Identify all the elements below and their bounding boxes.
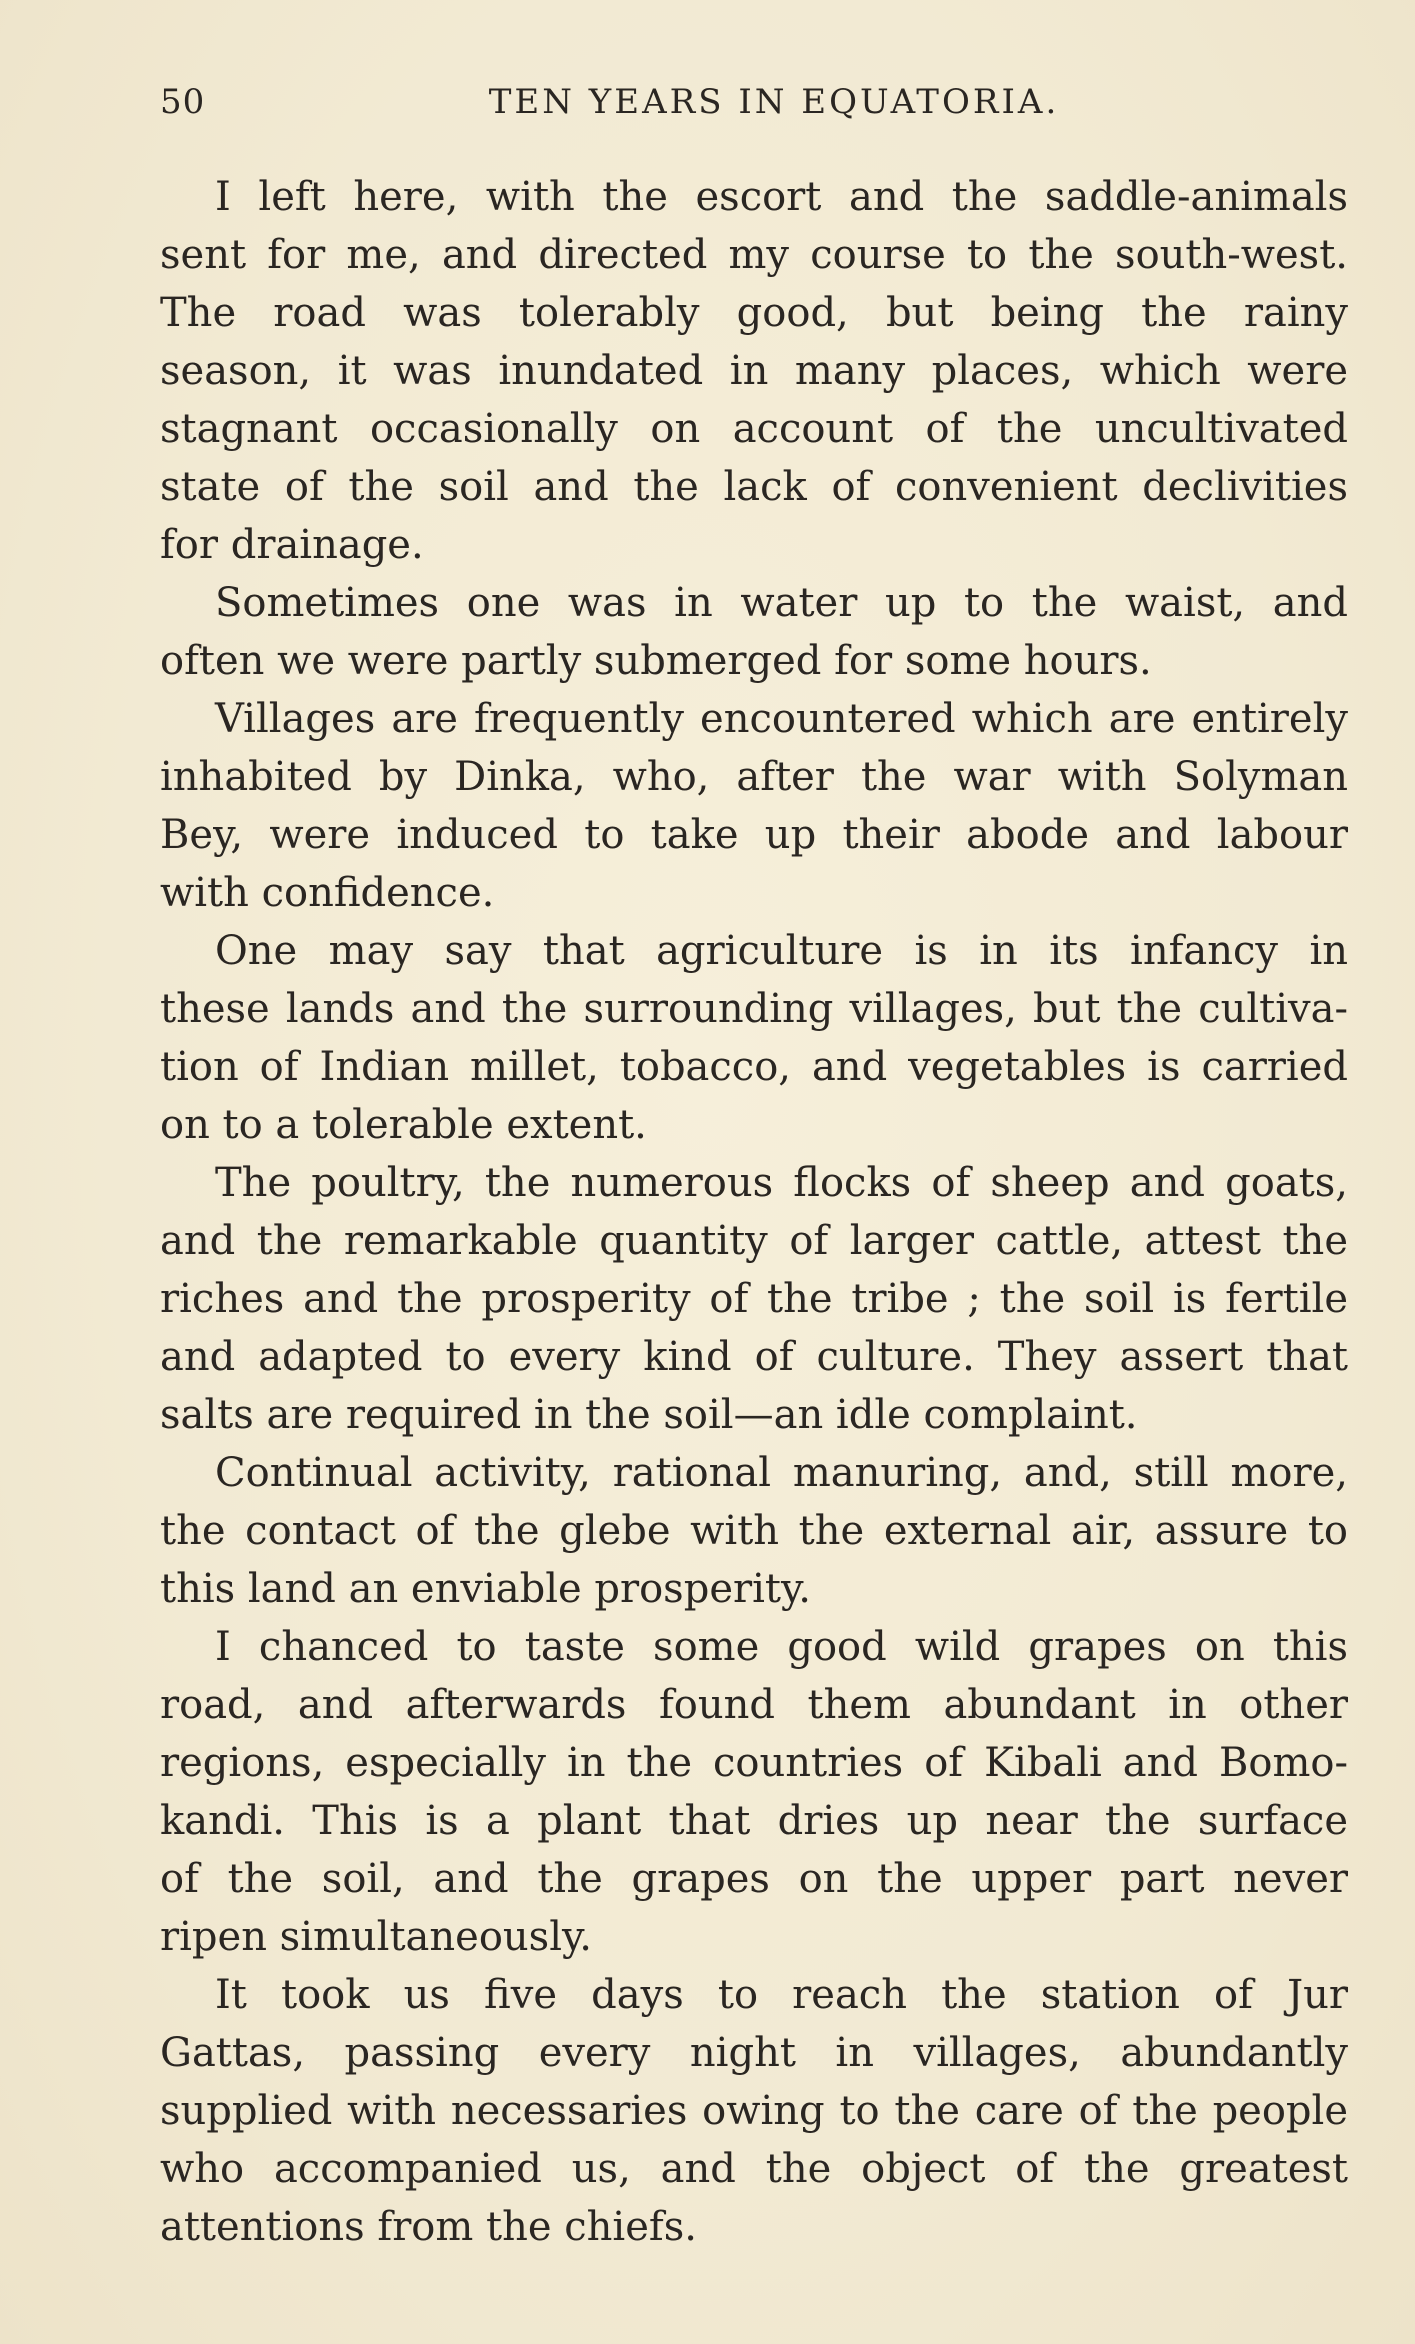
paragraph: [160, 690, 1348, 922]
text-line: The poultry, the numerous flocks of sheep and goats,: [215, 1160, 1348, 1206]
text-line: Bey, were induced to take up their abode and labour: [160, 812, 1348, 858]
paragraph: [160, 1444, 1348, 1618]
text-line: regions, especially in the countries of Kibali and Bomo-: [160, 1740, 1348, 1786]
text-line: inhabited by Dinka, who, after the war with Solyman: [160, 754, 1348, 800]
text-line: and the remarkable quantity of larger cattle, attest the: [160, 1218, 1348, 1264]
text-line: state of the soil and the lack of convenient declivities: [160, 464, 1348, 510]
text-line: kandi. This is a plant that dries up near the surface: [160, 1798, 1348, 1844]
text-line: I left here, with the escort and the saddle-animals: [215, 174, 1348, 220]
paragraph: [160, 1618, 1348, 1966]
text-line: I chanced to taste some good wild grapes on this: [215, 1624, 1348, 1670]
text-line: Villages are frequently encountered which are entirely: [215, 696, 1348, 742]
text-line: salts are required in the soil—an idle complaint.: [160, 1392, 1138, 1438]
text-line: season, it was inundated in many places, which were: [160, 348, 1348, 394]
text-line: of the soil, and the grapes on the upper part never: [160, 1856, 1348, 1902]
text-line: and adapted to every kind of culture. They assert that: [160, 1334, 1348, 1380]
running-title: TEN YEARS IN EQUATORIA.: [488, 82, 1060, 122]
text-line: riches and the prosperity of the tribe ; the soil is fertile: [160, 1276, 1348, 1322]
text-line: ripen simultaneously.: [160, 1914, 592, 1960]
paragraph: [160, 168, 1348, 574]
text-line: Sometimes one was in water up to the waist, and: [215, 580, 1348, 626]
text-line: often we were partly submerged for some hours.: [160, 638, 1152, 684]
text-line: stagnant occasionally on account of the uncultivated: [160, 406, 1348, 452]
paragraph: [160, 1154, 1348, 1444]
text-line: sent for me, and directed my course to the south-west.: [160, 232, 1348, 278]
paragraph: [160, 922, 1348, 1154]
running-head: [160, 82, 1348, 132]
text-line: who accompanied us, and the object of the greatest: [160, 2146, 1348, 2192]
text-line: The road was tolerably good, but being the rainy: [160, 290, 1348, 336]
paragraph: [160, 1966, 1348, 2256]
text-line: It took us five days to reach the station of Jur: [215, 1972, 1348, 2018]
text-line: supplied with necessaries owing to the care of the people: [160, 2088, 1348, 2134]
body-text: [160, 168, 1348, 2256]
text-line: One may say that agriculture is in its infancy in: [215, 928, 1348, 974]
text-line: road, and afterwards found them abundant in other: [160, 1682, 1348, 1728]
text-line: these lands and the surrounding villages, but the cultiva-: [160, 986, 1348, 1032]
text-line: on to a tolerable extent.: [160, 1102, 647, 1148]
paragraph: [160, 574, 1348, 690]
text-line: attentions from the chiefs.: [160, 2204, 697, 2250]
text-line: this land an enviable prosperity.: [160, 1566, 811, 1612]
text-line: tion of Indian millet, tobacco, and vegetables is carried: [160, 1044, 1348, 1090]
text-line: for drainage.: [160, 522, 424, 568]
text-line: the contact of the glebe with the external air, assure to: [160, 1508, 1348, 1554]
page-number: 50: [160, 82, 206, 122]
text-line: Continual activity, rational manuring, and, still more,: [215, 1450, 1348, 1496]
text-line: Gattas, passing every night in villages, abundantly: [160, 2030, 1348, 2076]
text-line: with confidence.: [160, 870, 495, 916]
